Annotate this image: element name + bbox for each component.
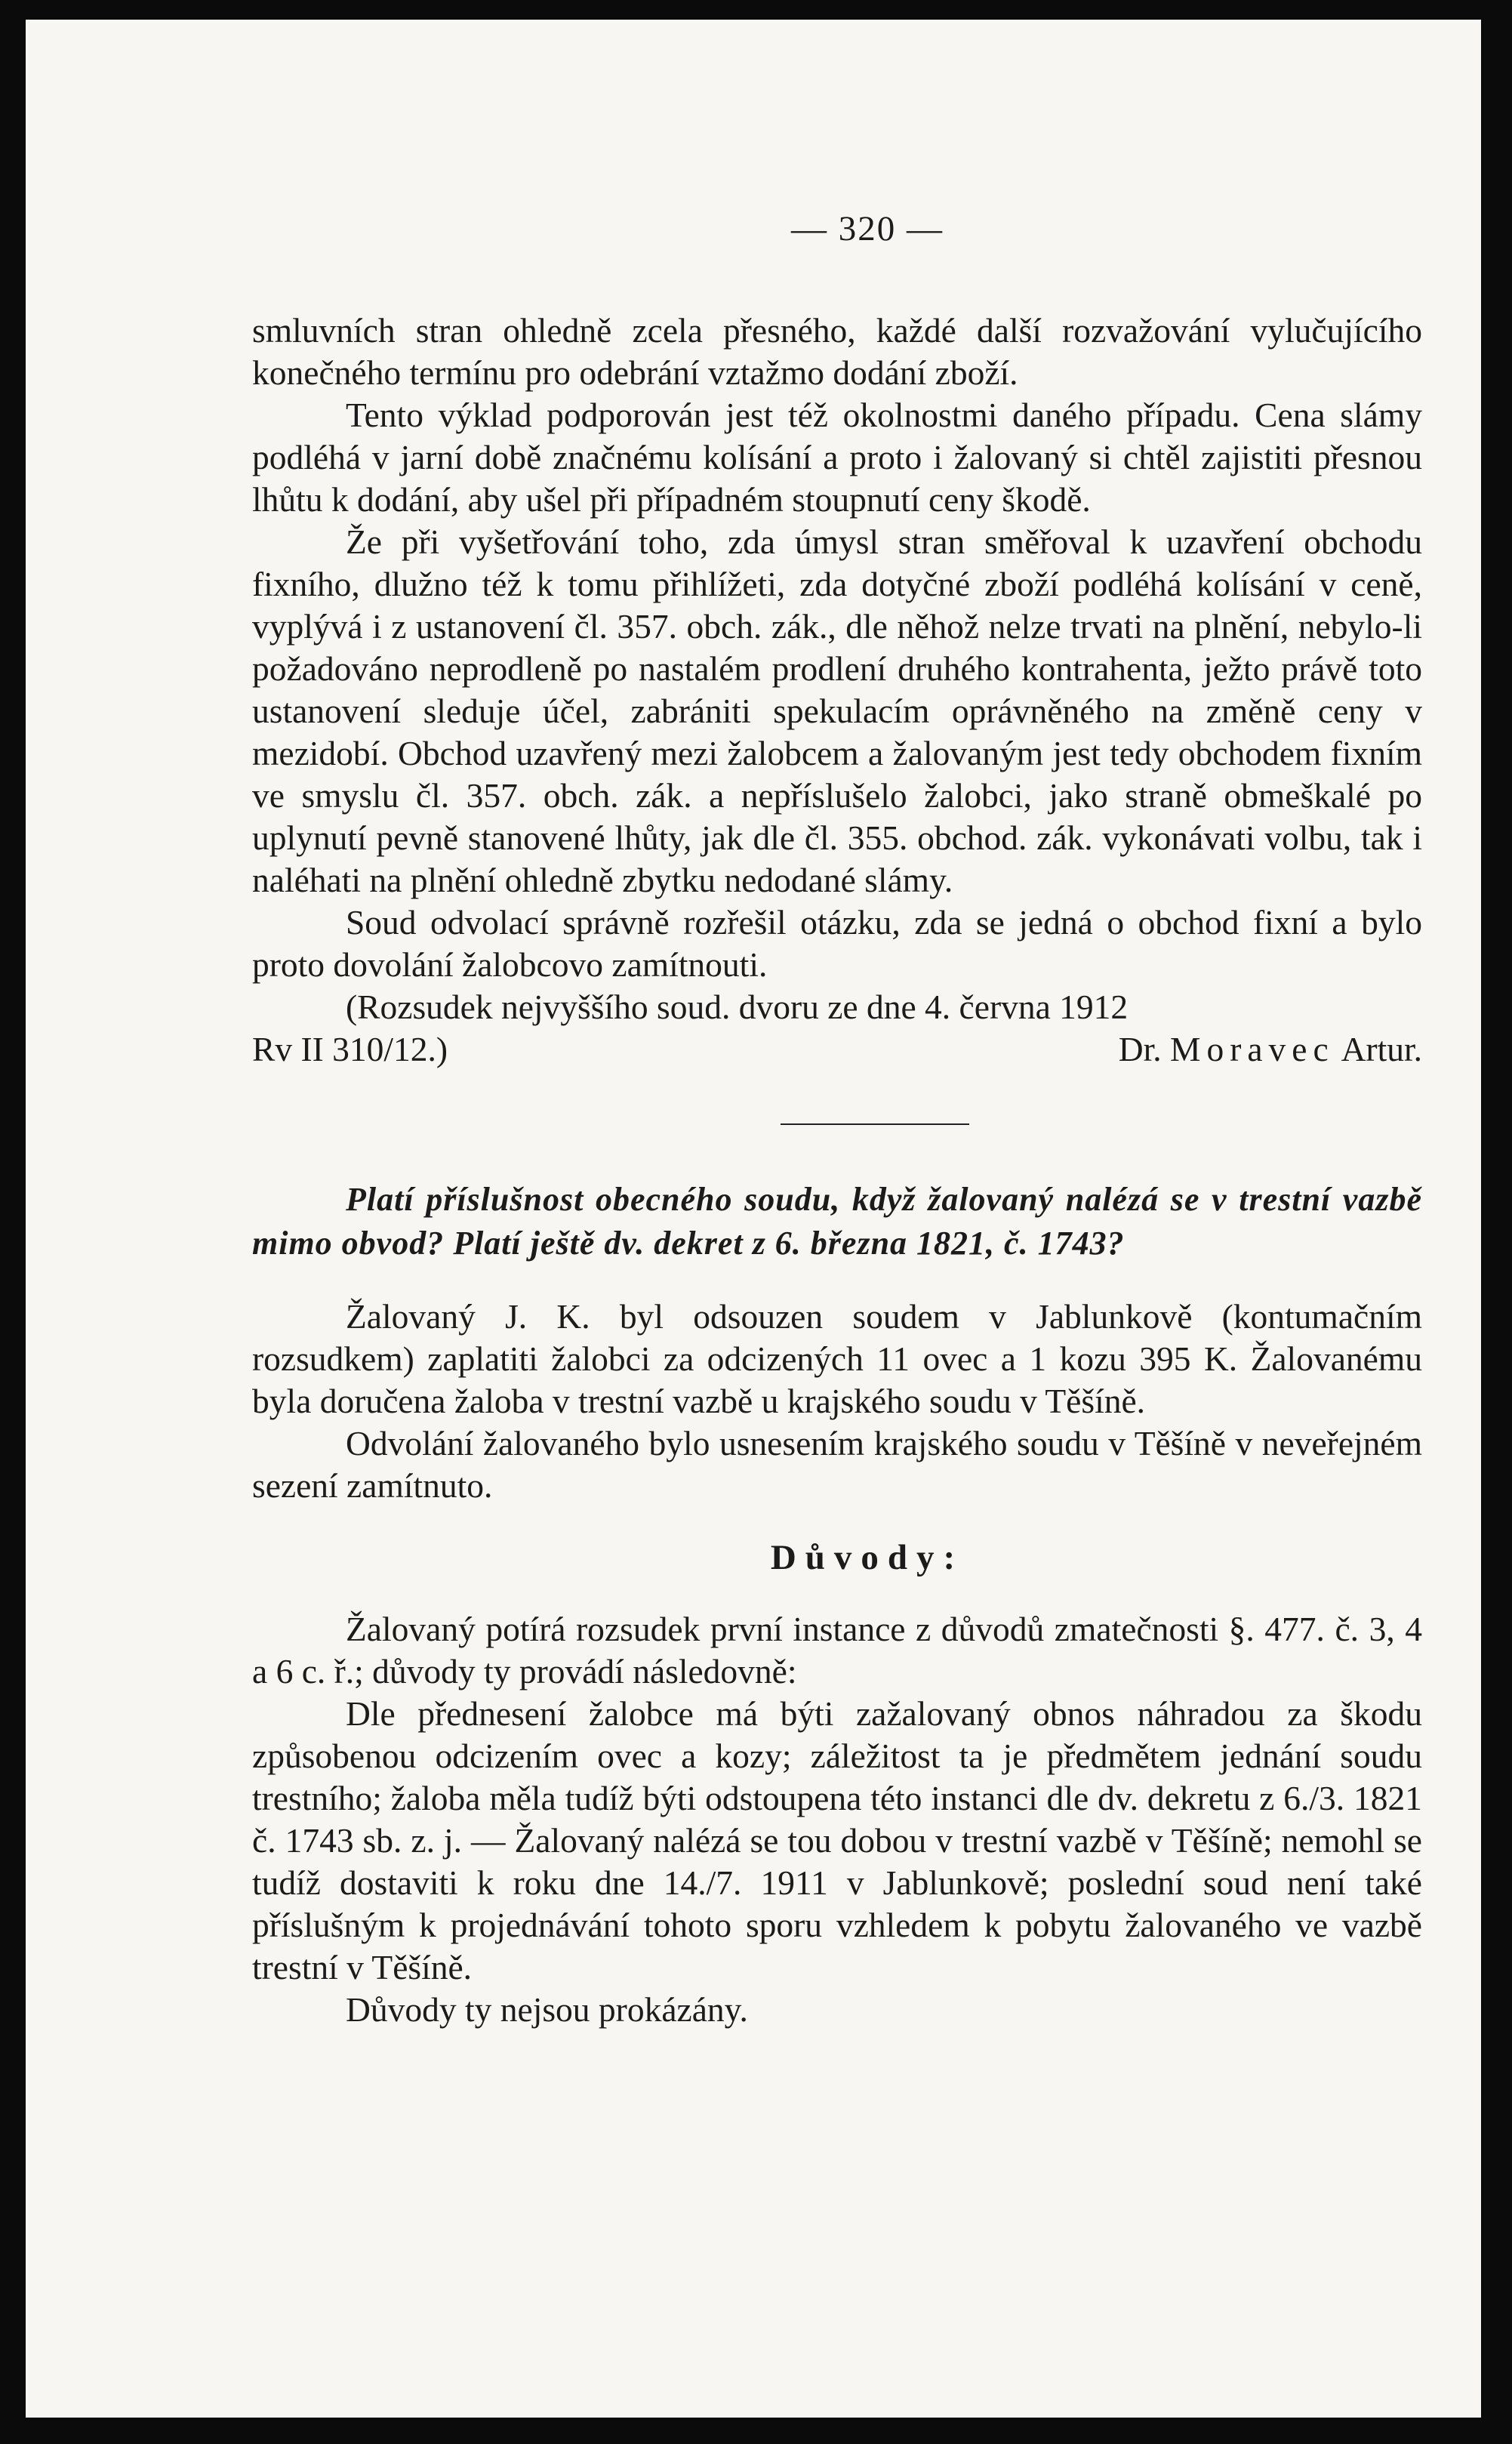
citation-line: (Rozsudek nejvyššího soud. dvoru ze dne 4. června 1912 (346, 988, 1129, 1026)
author-surname: Moravec (1170, 1030, 1335, 1068)
paragraph-2: Tento výklad podporován jest též okolnostmi daného případu. Cena slámy podléhá v jarní době značnému kolísání a proto i žalovaný si chtěl zajistiti přesnou lhůtu k dodání, aby ušel při případném stoupnutí ceny škodě. (252, 396, 1422, 519)
paragraph-3: Že při vyšetřování toho, zda úmysl stran směřoval k uzavření obchodu fixního, dlužno též k tomu přihlížeti, zda dotyčné zboží podléhá kolísání v ceně, vyplývá i z ustanovení čl. 357. obch. zák., dle něhož nelze trvati na plnění, nebylo-li požadováno neprodleně po nastalém prodlení druhého kontrahenta, ježto právě toto ustanovení sleduje účel, zabrániti spekulacím oprávněného na změně ceny v mezidobí. Obchod uzavřený mezi žalobcem a žalovaným jest tedy obchodem fixním ve smyslu čl. 357. obch. zák. a nepříslušelo žalobci, jako straně obmeškalé po uplynutí pevně stanovené lhůty, jak dle čl. 355. obchod. zák. vykonávati volbu, tak i naléhati na plnění ohledně zbytku nedodané slámy. (252, 522, 1422, 899)
citation-reference: Rv II 310/12.) (252, 1030, 448, 1068)
section-divider (781, 1123, 969, 1125)
page-content (252, 208, 1422, 2031)
paragraph-8: Dle přednesení žalobce má býti zažalovaný obnos náhradou za škodu způsobenou odcizením ovec a kozy; záležitost ta je předmětem jednání soudu trestního; žaloba měla tudíž býti odstoupena této instanci dle dv. dekretu z 6./3. 1821 č. 1743 sb. z. j. — Žalovaný nalézá se tou dobou v trestní vazbě v Těšíně; nemohl se tudíž dostaviti k roku dne 14./7. 1911 v Jablunkově; poslední soud není také příslušným k projednávání tohoto sporu vzhledem k pobytu žalovaného ve vazbě trestní v Těšíně. (252, 1694, 1422, 1986)
author-first-name: Artur. (1341, 1030, 1422, 1068)
author (1119, 1028, 1422, 1071)
paragraph-9: Důvody ty nejsou prokázány. (346, 1990, 748, 2029)
author-prefix: Dr. (1118, 1030, 1162, 1068)
paragraph-1: smluvních stran ohledně zcela přesného, každé další rozvažování vylučujícího konečného termínu pro odebrání vztažmo dodání zboží. (252, 311, 1422, 392)
scanned-page (26, 20, 1481, 2418)
paragraph-4: Soud odvolací správně rozřešil otázku, zda se jedná o obchod fixní a bylo proto dovolání žalobcovo zamítnouti. (252, 903, 1422, 984)
paragraph-5: Žalovaný J. K. byl odsouzen soudem v Jablunkově (kontumačním rozsudkem) zaplatiti žalobci za odcizených 11 ovec a 1 kozu 395 K. Žalovanému byla doručena žaloba v trestní vazbě u krajského soudu v Těšíně. (252, 1297, 1422, 1420)
paragraph-7: Žalovaný potírá rozsudek první instance z důvodů zmatečnosti §. 477. č. 3, 4 a 6 c. ř.; důvody ty provádí následovně: (252, 1610, 1422, 1690)
section-title: Důvody: (770, 1538, 965, 1577)
page-number: — 320 — (791, 209, 944, 248)
case-heading: Platí příslušnost obecného soudu, když žalovaný nalézá se v trestní vazbě mimo obvod? Platí ještě dv. dekret z 6. března 1821, č. 1743? (252, 1181, 1422, 1262)
paragraph-6: Odvolání žalovaného bylo usnesením krajského soudu v Těšíně v neveřejném sezení zamítnuto. (252, 1424, 1422, 1505)
signature-line (252, 1028, 1422, 1071)
